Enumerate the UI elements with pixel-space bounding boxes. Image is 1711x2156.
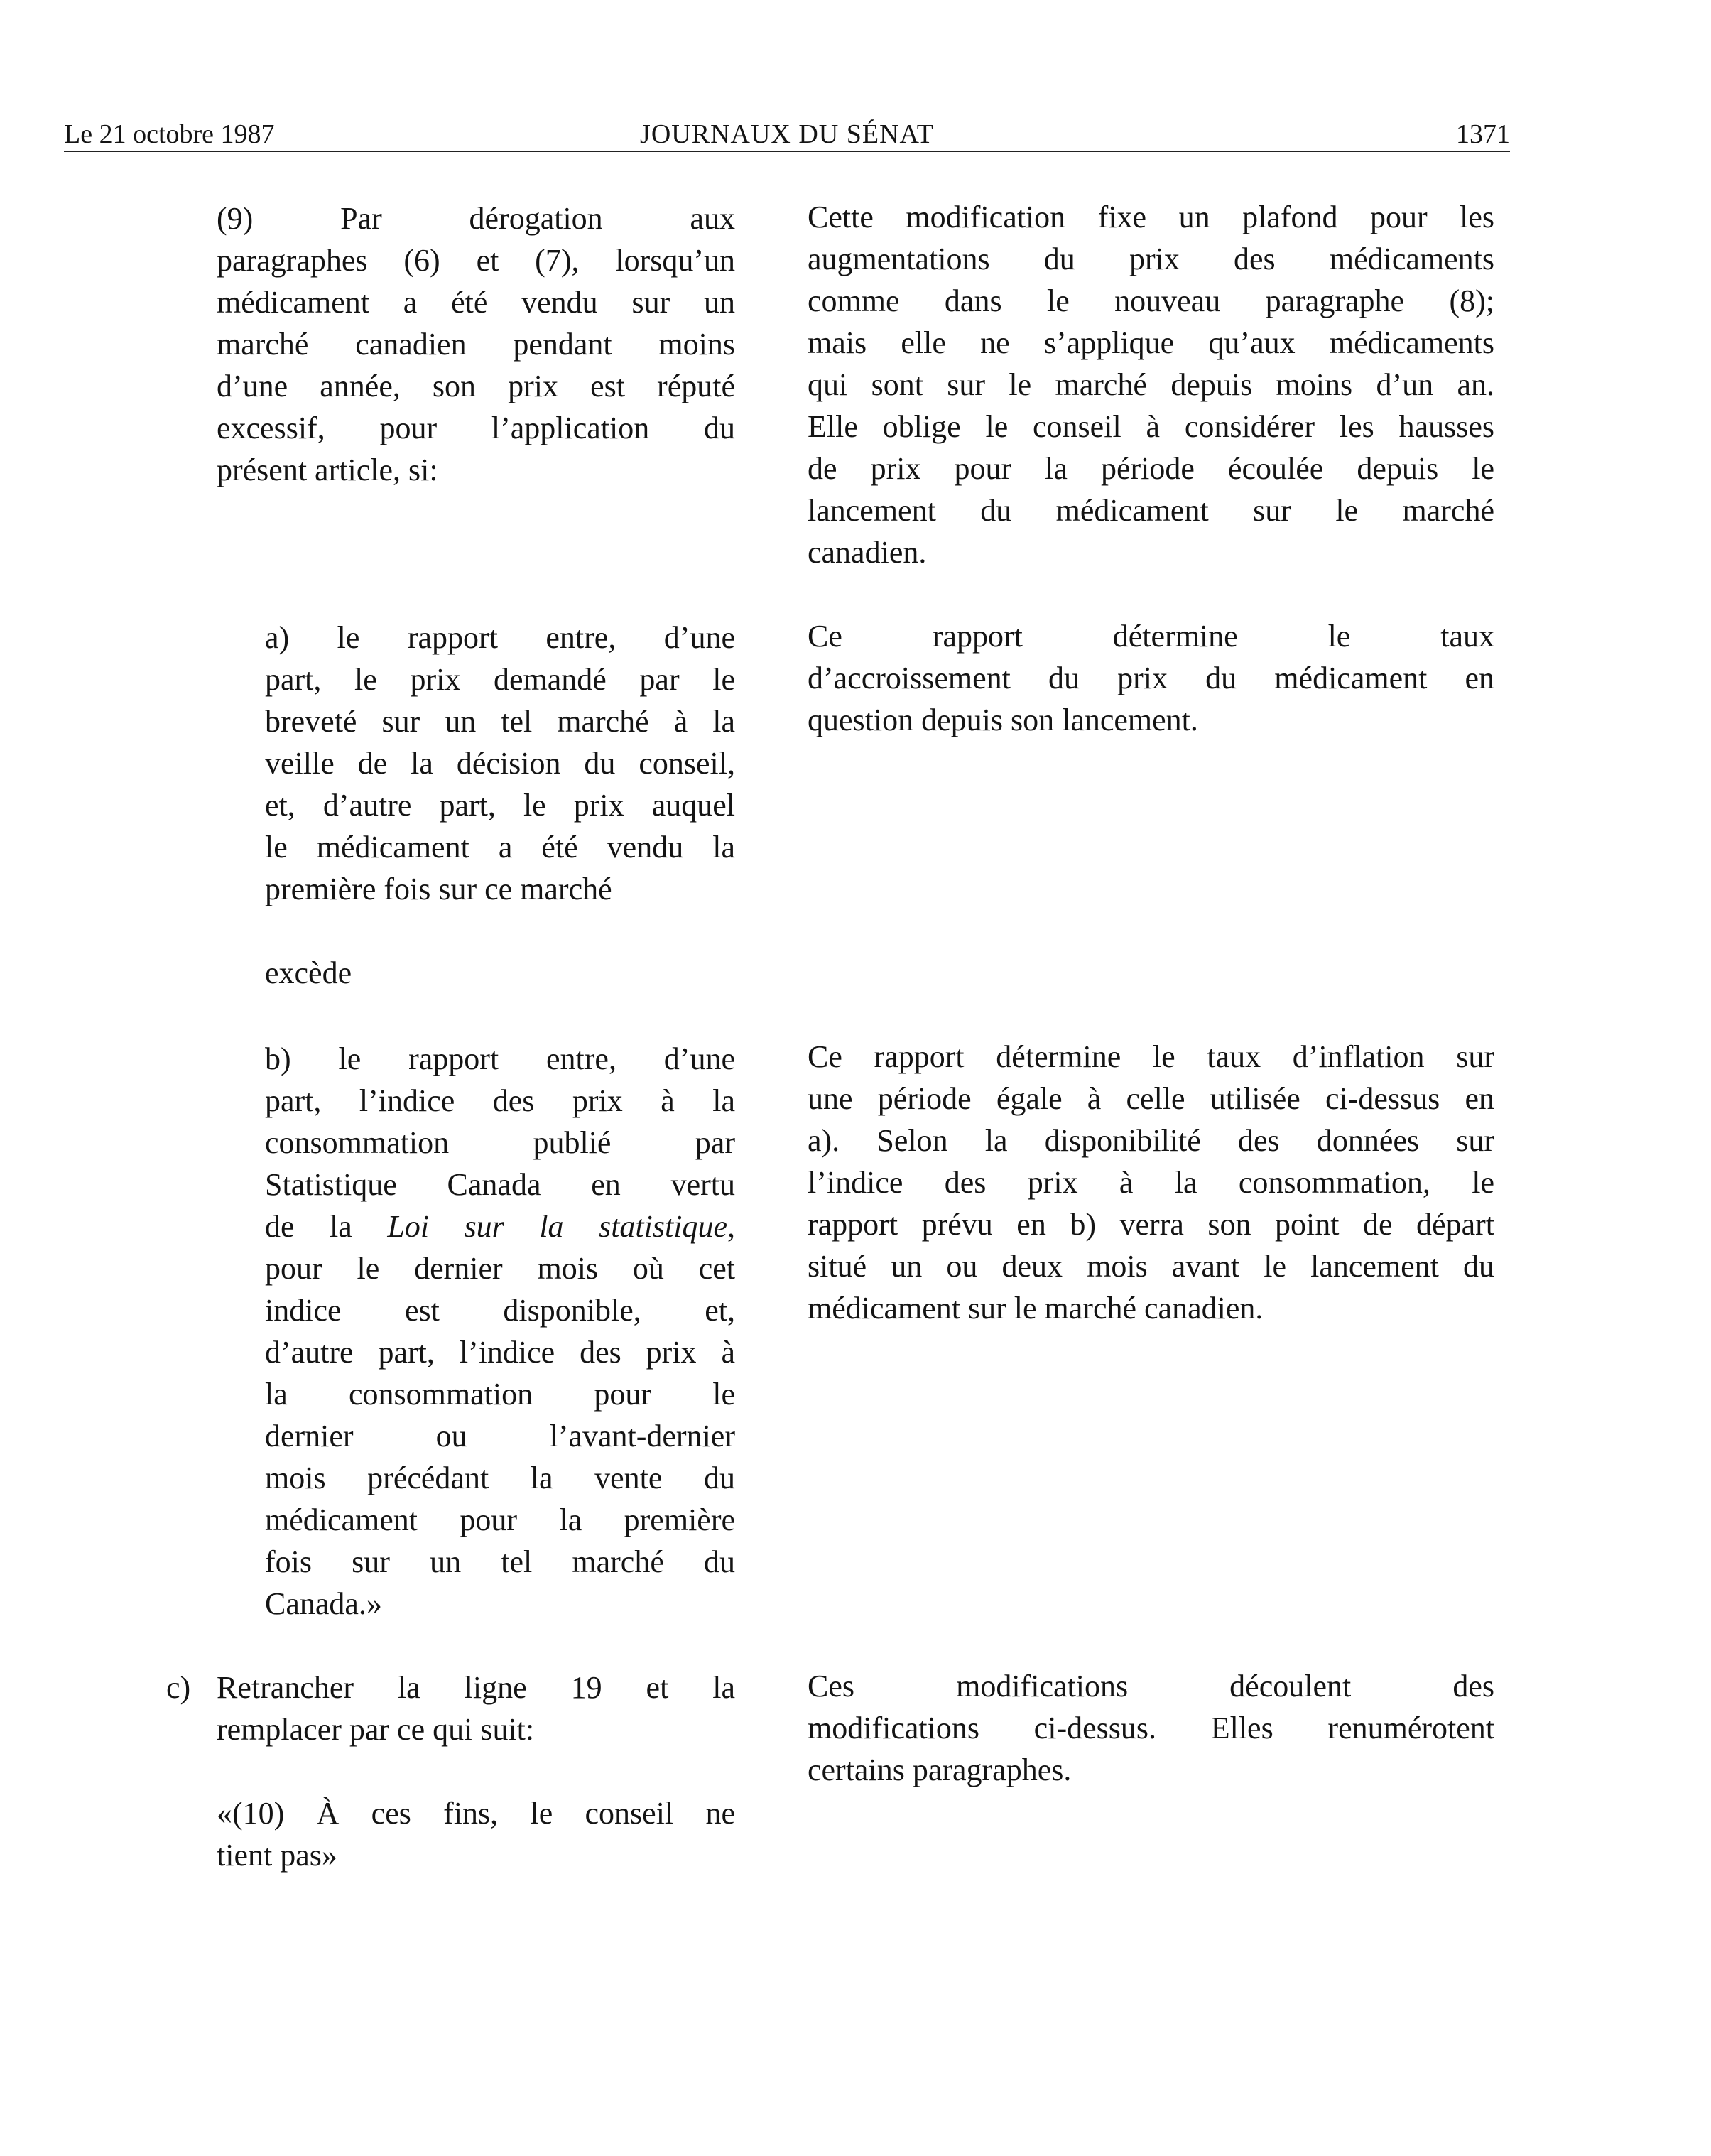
item-b-line: Statistique Canada en vertu — [265, 1167, 735, 1202]
item-a — [265, 617, 735, 910]
item-b — [265, 1038, 735, 1625]
note-line: certains paragraphes. — [808, 1753, 1072, 1787]
quote-line: «(10) À ces fins, le conseil ne — [217, 1796, 735, 1831]
item-b-line: d’autre part, l’indice des prix à — [265, 1335, 735, 1370]
item-b-text: de la — [265, 1209, 388, 1244]
note-line: question depuis son lancement. — [808, 703, 1198, 737]
item-a-line: première fois sur ce marché — [265, 872, 612, 906]
item-c — [217, 1667, 735, 1750]
page-number: 1371 — [1456, 119, 1510, 149]
item-c-line: remplacer par ce qui suit: — [217, 1712, 535, 1747]
item-b-comma: , — [727, 1209, 735, 1244]
note-1 — [808, 196, 1494, 573]
item-b-line: dernier ou l’avant-dernier — [265, 1419, 735, 1453]
item-b-line: indice est disponible, et, — [265, 1293, 735, 1328]
item-a-line: a) le rapport entre, d’une — [265, 620, 735, 655]
item-a-line: part, le prix demandé par le — [265, 662, 735, 697]
statute-title: Loi sur la statistique — [387, 1209, 727, 1244]
excede-line — [265, 952, 735, 994]
note-2 — [808, 615, 1494, 741]
note-line: mais elle ne s’applique qu’aux médicaments — [808, 325, 1494, 360]
note-line: rapport prévu en b) verra son point de départ — [808, 1207, 1494, 1242]
note-line: Cette modification fixe un plafond pour les — [808, 200, 1494, 234]
paragraph-line: (9) Par dérogation aux — [217, 201, 735, 236]
note-line: situé un ou deux mois avant le lancement du — [808, 1249, 1494, 1284]
item-c-line: Retrancher la ligne 19 et la — [217, 1670, 735, 1705]
item-a-line: le médicament a été vendu la — [265, 830, 735, 865]
note-4 — [808, 1665, 1494, 1791]
note-line: Ces modifications découlent des — [808, 1669, 1494, 1703]
item-b-line: la consommation pour le — [265, 1377, 735, 1412]
note-line: l’indice des prix à la consommation, le — [808, 1165, 1494, 1200]
paragraph-line: excessif, pour l’application du — [217, 411, 735, 445]
item-b-line: médicament pour la première — [265, 1502, 735, 1537]
paragraph-9 — [217, 197, 735, 491]
item-b-line: Canada.» — [265, 1586, 382, 1621]
item-b-line-with-italic — [265, 1206, 735, 1247]
item-b-line: pour le dernier mois où cet — [265, 1251, 735, 1286]
note-line: médicament sur le marché canadien. — [808, 1291, 1264, 1326]
quote-line: tient pas» — [217, 1838, 337, 1873]
item-b-line: mois précédant la vente du — [265, 1461, 735, 1495]
note-line: Elle oblige le conseil à considérer les hausses — [808, 409, 1494, 444]
note-line: qui sont sur le marché depuis moins d’un an. — [808, 367, 1494, 402]
note-line: d’accroissement du prix du médicament en — [808, 661, 1494, 695]
note-line: modifications ci-dessus. Elles renumérotent — [808, 1711, 1494, 1745]
note-line: une période égale à celle utilisée ci-dessus en — [808, 1081, 1494, 1116]
paragraph-line: présent article, si: — [217, 453, 438, 487]
paragraph-line: médicament a été vendu sur un — [217, 285, 735, 320]
item-b-line: part, l’indice des prix à la — [265, 1083, 735, 1118]
note-line: lancement du médicament sur le marché — [808, 493, 1494, 528]
note-3 — [808, 1036, 1494, 1329]
item-b-line: fois sur un tel marché du — [265, 1544, 735, 1579]
note-line: comme dans le nouveau paragraphe (8); — [808, 283, 1494, 318]
note-line: augmentations du prix des médicaments — [808, 242, 1494, 276]
note-line: Ce rapport détermine le taux — [808, 619, 1494, 654]
header-title: JOURNAUX DU SÉNAT — [640, 119, 934, 149]
header-date: Le 21 octobre 1987 — [64, 119, 275, 149]
note-line: canadien. — [808, 535, 927, 570]
item-a-line: veille de la décision du conseil, — [265, 746, 735, 781]
item-c-label: c) — [166, 1670, 191, 1705]
item-a-line: breveté sur un tel marché à la — [265, 704, 735, 739]
running-header — [64, 117, 1510, 152]
note-line: de prix pour la période écoulée depuis le — [808, 451, 1494, 486]
note-line: Ce rapport détermine le taux d’inflation sur — [808, 1039, 1494, 1074]
paragraph-line: d’une année, son prix est réputé — [217, 369, 735, 403]
quote-10 — [217, 1792, 735, 1876]
note-line: a). Selon la disponibilité des données sur — [808, 1123, 1494, 1158]
paragraph-line: paragraphes (6) et (7), lorsqu’un — [217, 243, 735, 278]
item-a-line: et, d’autre part, le prix auquel — [265, 788, 735, 823]
excede-text: excède — [265, 955, 352, 990]
item-b-line: consommation publié par — [265, 1125, 735, 1160]
header-rule — [64, 151, 1510, 152]
paragraph-line: marché canadien pendant moins — [217, 327, 735, 362]
item-b-line: b) le rapport entre, d’une — [265, 1041, 735, 1076]
